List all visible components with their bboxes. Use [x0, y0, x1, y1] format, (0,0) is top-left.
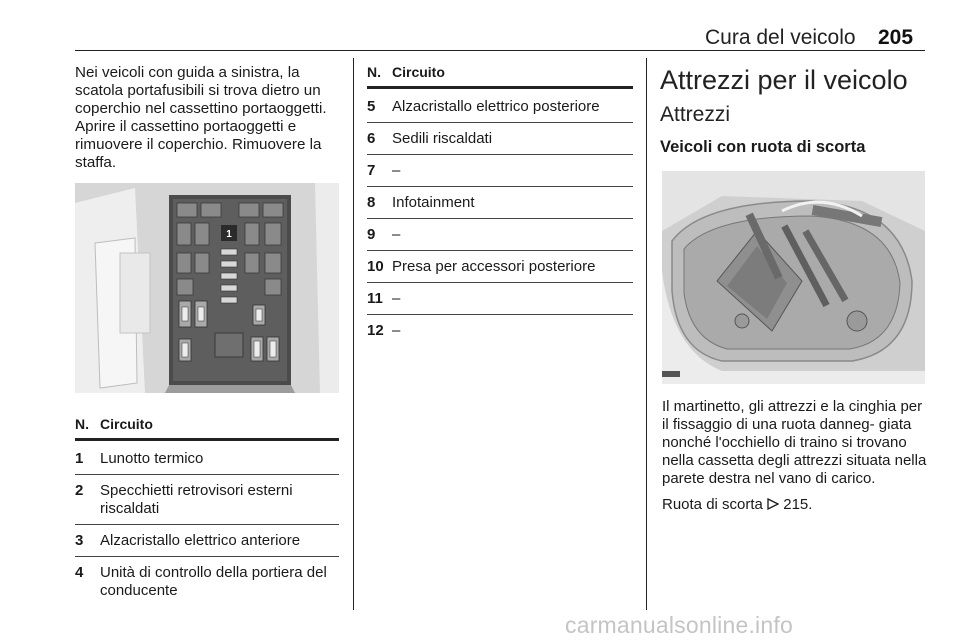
running-header-title: Cura del veicolo: [705, 26, 856, 49]
tools-figure: [662, 171, 925, 384]
row-circuit: Specchietti retrovisori esterni riscaldati: [100, 482, 293, 517]
row-number: 1: [75, 450, 84, 467]
table-row: [367, 322, 633, 340]
column-1: [75, 64, 343, 172]
fuse-table-1-header: [75, 416, 339, 441]
cross-reference-label: Ruota di scorta: [662, 496, 763, 513]
cross-reference-page: 215.: [783, 496, 813, 513]
table-row: [75, 482, 339, 518]
row-circuit: –: [392, 226, 401, 243]
cross-reference[interactable]: [662, 496, 927, 515]
row-number: 7: [367, 162, 376, 179]
table-row: [75, 450, 339, 468]
row-circuit: Presa per accessori posteriore: [392, 258, 596, 275]
row-number: 8: [367, 194, 376, 211]
table-row: [367, 130, 633, 148]
row-circuit: Alzacristallo elettrico anteriore: [100, 532, 301, 549]
column-divider-2: [646, 58, 647, 610]
row-number: 5: [367, 98, 376, 115]
page-number: 205: [878, 26, 914, 49]
table-row: [367, 290, 633, 308]
header-rule: [75, 50, 925, 51]
table-row: [367, 226, 633, 244]
tools-text-block: [662, 398, 927, 515]
column-header-circuit: Circuito: [100, 416, 153, 432]
row-number: 4: [75, 564, 84, 581]
row-circuit: –: [392, 162, 401, 179]
tools-paragraph: Il martinetto, gli attrezzi e la cinghia per il fissaggio di una ruota danneg- giata nonché l'occhiello di traino si trovano nella cassetta degli attrezzi situata nella parete destra nel vano di carico.: [662, 398, 927, 487]
table-row: [75, 532, 339, 550]
row-circuit: –: [392, 322, 401, 339]
table-row: [367, 162, 633, 180]
row-circuit: Alzacristallo elettrico posteriore: [392, 98, 600, 115]
column-divider-1: [353, 58, 354, 610]
section-heading: Attrezzi per il veicolo: [660, 65, 908, 95]
fuse-table-1: [75, 416, 339, 600]
row-number: 11: [367, 290, 383, 307]
row-number: 10: [367, 258, 384, 275]
column-3: [660, 64, 928, 158]
table-row: [367, 98, 633, 116]
row-circuit: Sedili riscaldati: [392, 130, 493, 147]
row-number: 2: [75, 482, 84, 499]
subsection-heading: Attrezzi: [660, 103, 731, 126]
subsubsection-heading: Veicoli con ruota di scorta: [660, 138, 866, 156]
arrow-ref-icon: [767, 497, 779, 515]
watermark: carmanualsonline.info: [565, 612, 793, 638]
table-row: [367, 258, 633, 276]
row-number: 6: [367, 130, 376, 147]
row-circuit: Unità di controllo della portiera del conducente: [100, 564, 327, 599]
table-row: [75, 564, 339, 600]
intro-paragraph: Nei veicoli con guida a sinistra, la scatola portafusibili si trova dietro un coperchio nel cassettino portaoggetti. Aprire il cassettino portaoggetti e rimuovere il coperchio. Rimuovere la staffa.: [75, 64, 327, 171]
fuse-callout-1: 1: [226, 229, 232, 240]
row-circuit: Infotainment: [392, 194, 475, 211]
column-header-number: N.: [367, 64, 381, 80]
fuse-table-2-header: [367, 64, 633, 89]
fuse-table-2: [367, 64, 633, 340]
row-number: 3: [75, 532, 84, 549]
row-circuit: –: [392, 290, 401, 307]
row-number: 9: [367, 226, 376, 243]
table-row: [367, 194, 633, 212]
row-number: 12: [367, 322, 384, 339]
column-header-circuit: Circuito: [392, 64, 445, 80]
fuse-box-figure: [75, 183, 339, 393]
column-header-number: N.: [75, 416, 89, 432]
row-circuit: Lunotto termico: [100, 450, 204, 467]
